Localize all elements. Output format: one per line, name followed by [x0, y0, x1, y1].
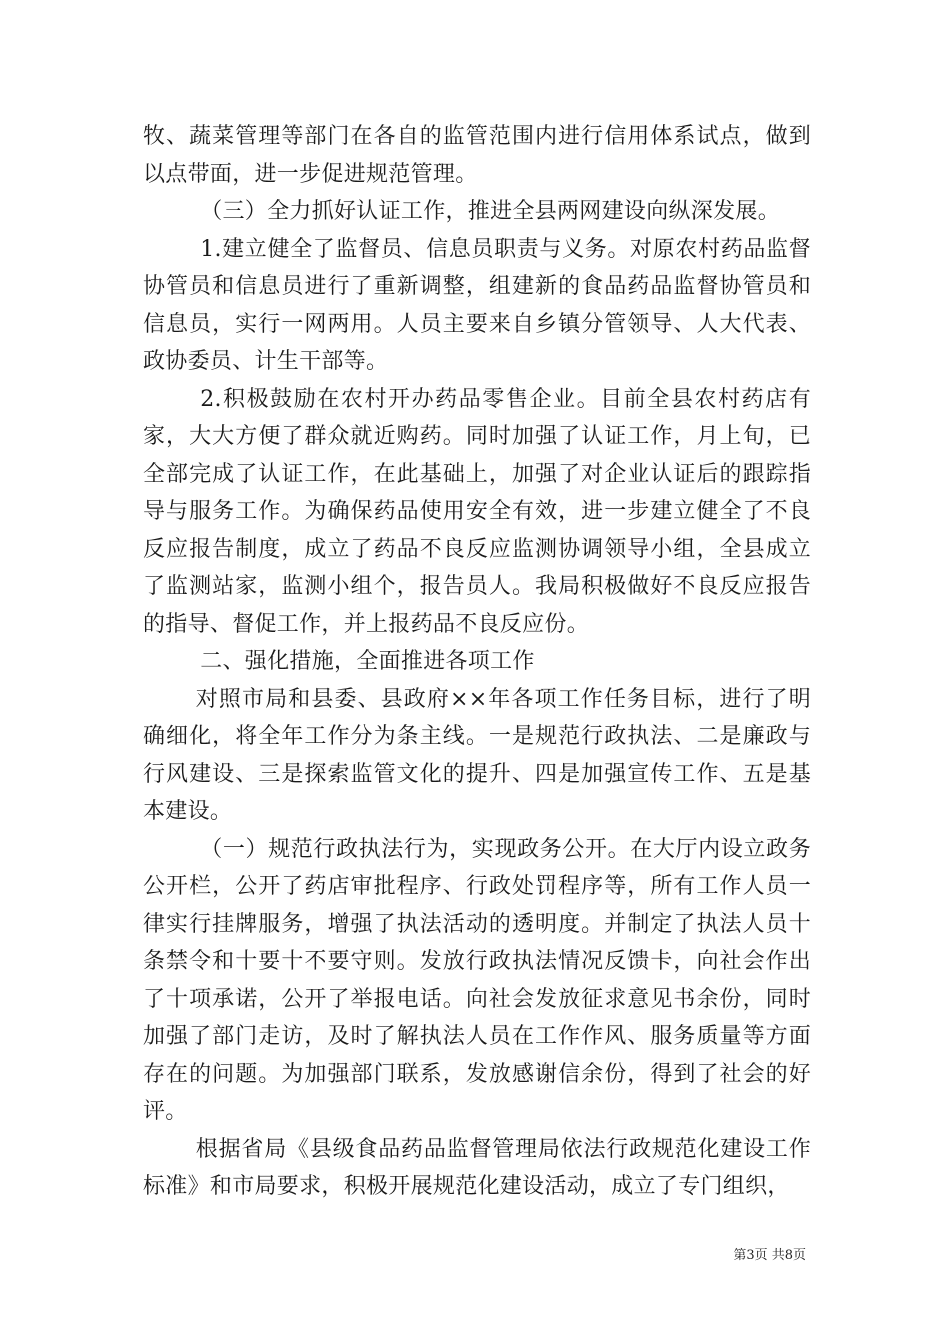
paragraph-1: 牧、蔬菜管理等部门在各自的监管范围内进行信用体系试点，做到以点带面，进一步促进规范管理。 [143, 124, 811, 187]
paragraph-3: 1.建立健全了监督员、信息员职责与义务。对原农村药品监督协管员和信息员进行了重新调整，组建新的食品药品监督协管员和信息员，实行一网两用。人员主要来自乡镇分管领导、人大代表、政协委员、计生干部等。 [143, 236, 811, 374]
paragraph-5: 对照市局和县委、县政府××年各项工作任务目标，进行了明确细化，将全年工作分为条主线。一是规范行政执法、二是廉政与行风建设、三是探索监管文化的提升、四是加强宣传工作、五是基本建设。 [143, 686, 811, 824]
paragraph-7: 根据省局《县级食品药品监督管理局依法行政规范化建设工作标准》和市局要求，积极开展规范化建设活动，成立了专门组织， [143, 1136, 811, 1199]
document-body [143, 118, 811, 1206]
paragraph-4: 2.积极鼓励在农村开办药品零售企业。目前全县农村药店有家，大大方便了群众就近购药。同时加强了认证工作，月上旬，已全部完成了认证工作，在此基础上，加强了对企业认证后的跟踪指导与服务工作。为确保药品使用安全有效，进一步建立健全了不良反应报告制度，成立了药品不良反应监测协调领导小组，全县成立了监测站家，监测小组个，报告员人。我局积极做好不良反应报告的指导、督促工作，并上报药品不良反应份。 [143, 386, 811, 637]
page-number: 第3页 共8页 [733, 1248, 806, 1263]
paragraph-2: （三）全力抓好认证工作，推进全县两网建设向纵深发展。 [200, 199, 780, 224]
section-heading: 二、强化措施，全面推进各项工作 [200, 649, 535, 674]
paragraph-6: （一）规范行政执法行为，实现政务公开。在大厅内设立政务公开栏，公开了药店审批程序、行政处罚程序等，所有工作人员一律实行挂牌服务，增强了执法活动的透明度。并制定了执法人员十条禁令和十要十不要守则。发放行政执法情况反馈卡，向社会作出了十项承诺，公开了举报电话。向社会发放征求意见书余份，同时加强了部门走访，及时了解执法人员在工作作风、服务质量等方面存在的问题。为加强部门联系，发放感谢信余份，得到了社会的好评。 [143, 836, 811, 1124]
